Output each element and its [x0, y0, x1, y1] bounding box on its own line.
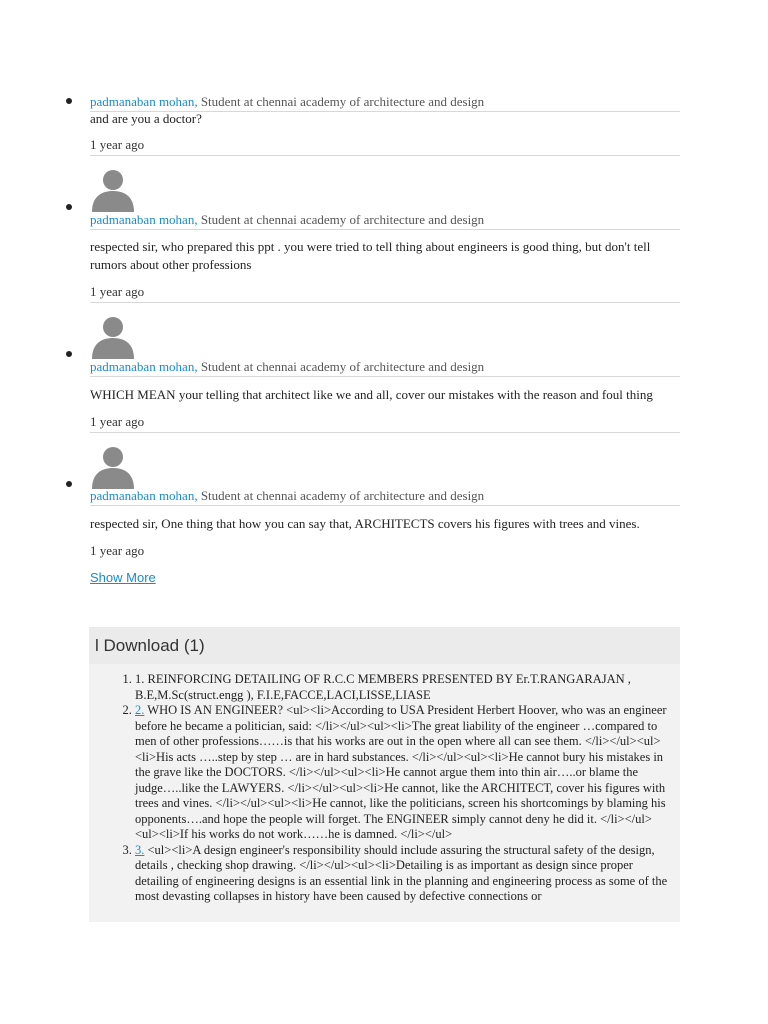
comment-author-link[interactable]: padmanaban mohan [90, 94, 195, 109]
avatar-icon[interactable] [90, 313, 136, 359]
comment-meta [90, 359, 680, 377]
download-heading: l Download (1) [89, 627, 680, 664]
download-list-item [135, 843, 672, 905]
download-item-text: WHO IS AN ENGINEER? <ul><li>According to USA President Herbert Hoover, who was an engineer before he became a politician, said: </li></ul><ul><li>The great liability of the engineer …compared to men of other professions……is that his works are out in the open where all can see them. </li></ul><ul><li>His acts …..step by step … are in hard substances. </li></ul><ul><li>He cannot bury his mistakes in the grave like the DOCTORS. </li></ul><ul><li>He cannot argue them into thin air…..or blame the judge…..like the LAWYERS. </li></ul><ul><li>He cannot, like the ARCHITECT, cover his figures with trees and vines. </li></ul><ul><li>He cannot, like the politicians, screen his shortcomings by blaming his opponents….and hope the people will forget. The ENGINEER simply cannot deny he did it. </li></ul><ul><li>If his works do not work……he is damned. </li></ul> [135, 703, 667, 841]
comment-timestamp: 1 year ago [90, 284, 680, 303]
comment-affiliation: Student at chennai academy of architecture and design [197, 488, 485, 503]
author-separator: , [194, 359, 198, 374]
download-list [89, 672, 680, 905]
comment-author-link[interactable]: padmanaban mohan [90, 488, 195, 503]
comment-meta [90, 212, 680, 230]
download-list-item [135, 672, 672, 703]
comment-author-link[interactable]: padmanaban mohan [90, 359, 195, 374]
comment-author-link[interactable]: padmanaban mohan [90, 212, 195, 227]
comment-text: WHICH MEAN your telling that architect like we and all, cover our mistakes with the reason and foul thing [90, 387, 653, 402]
comment-affiliation: Student at chennai academy of architecture and design [197, 359, 485, 374]
list-bullet [66, 351, 72, 357]
author-separator: , [194, 488, 198, 503]
comment-affiliation: Student at chennai academy of architecture and design [197, 212, 485, 227]
list-bullet [66, 204, 72, 210]
download-item-link[interactable]: 2. [135, 703, 145, 717]
avatar-icon[interactable] [90, 443, 136, 489]
download-panel [89, 627, 680, 922]
comment-timestamp: 1 year ago [90, 137, 680, 156]
comment-text: respected sir, One thing that how you can say that, ARCHITECTS covers his figures with trees and vines. [90, 516, 640, 531]
comment-text: and are you a doctor? [90, 111, 202, 126]
download-item-link[interactable]: 3. [135, 842, 145, 857]
comment-timestamp: 1 year ago [90, 414, 680, 433]
comment-timestamp: 1 year ago [90, 543, 145, 558]
download-item-text: 1. REINFORCING DETAILING OF R.C.C MEMBERS PRESENTED BY Er.T.RANGARAJAN , B.E,M.Sc(struct.engg ), F.I.E,FACCE,LACI,LISSE,LIASE [135, 672, 631, 702]
list-bullet [66, 481, 72, 487]
show-more-link[interactable]: Show More [90, 570, 156, 585]
list-bullet [66, 98, 72, 104]
download-item-text: <ul><li>A design engineer's responsibility should include assuring the structural safety of the design, details , checking shop drawing. </li></ul><ul><li>Detailing is as important as design since proper detailing of engineering designs is an essential link in the planning and engineering process as some of the most devasting collapses in history have been caused by defective connections or [135, 842, 668, 903]
comment-text: respected sir, who prepared this ppt . you were tried to tell thing about engineers is good thing, but don't tell rumors about other professions [90, 239, 651, 272]
comment-meta [90, 488, 680, 506]
author-separator: , [194, 212, 198, 227]
download-list-item [135, 703, 672, 843]
author-separator: , [194, 94, 198, 109]
avatar-icon[interactable] [90, 166, 136, 212]
comment-affiliation: Student at chennai academy of architecture and design [197, 94, 485, 109]
